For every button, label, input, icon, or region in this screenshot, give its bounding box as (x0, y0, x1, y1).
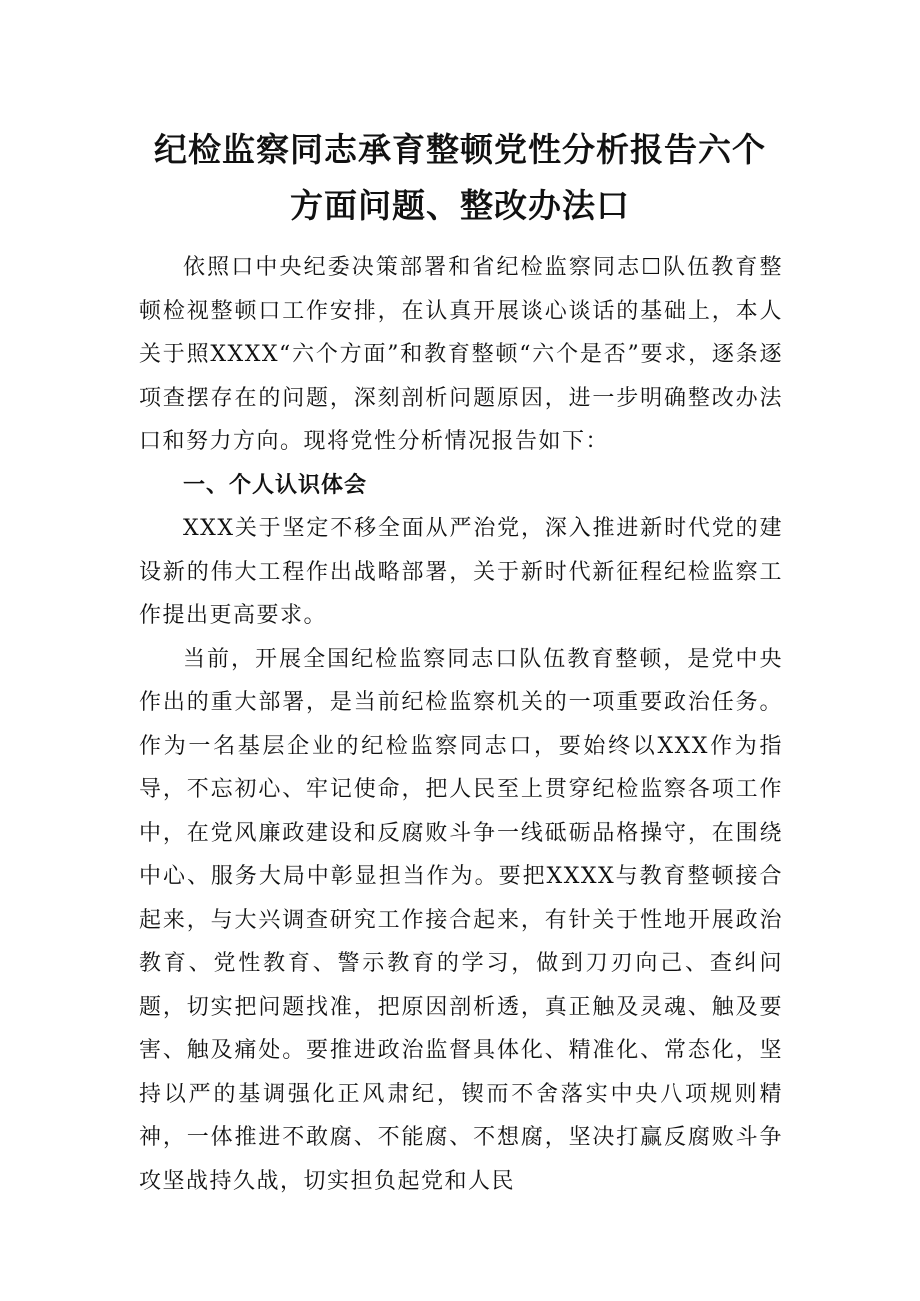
body-paragraph: 当前，开展全国纪检监察同志口队伍教育整顿，是党中央作出的重大部署，是当前纪检监察机关的一项重要政治任务。作为一名基层企业的纪检监察同志口，要始终以XXX作为指导，不忘初心、牢记使命，把人民至上贯穿纪检监察各项工作中，在党风廉政建设和反腐败斗争一线砥砺品格操守，在围绕中心、服务大局中彰显担当作为。要把XXXX与教育整顿接合起来，与大兴调查研究工作接合起来，有针关于性地开展政治教育、党性教育、警示教育的学习，做到刀刃向己、查纠问题，切实把问题找准，把原因剖析透，真正触及灵魂、触及要害、触及痛处。要推进政治监督具体化、精准化、常态化，坚持以严的基调强化正风肃纪，锲而不舍落实中央八项规则精神，一体推进不敢腐、不能腐、不想腐，坚决打赢反腐败斗争攻坚战持久战，切实担负起党和人民 (139, 646, 783, 1194)
title-line-2: 方面问题、整改办法口 (290, 186, 630, 225)
section-heading: 一、个人认识体会 (183, 472, 368, 498)
intro-paragraph: 依照口中央纪委决策部署和省纪检监察同志☐队伍教育整顿检视整顿口工作安排，在认真开展谈心谈话的基础上，本人关于照XXXX“六个方面”和教育整顿“六个是否”要求，逐条逐项查摆存在的问题，深刻剖析问题原因，进一步明确整改办法口和努力方向。现将党性分析情况报告如下： (139, 255, 783, 454)
document-body (139, 246, 783, 1203)
title-line-1: 纪检监察同志承育整顿党性分析报告六个 (154, 130, 766, 169)
body-paragraph: XXX关于坚定不移全面从严治党，深入推进新时代党的建设新的伟大工程作出战略部署，关于新时代新征程纪检监察工作提出更高要求。 (139, 516, 783, 628)
document-title (120, 122, 800, 234)
